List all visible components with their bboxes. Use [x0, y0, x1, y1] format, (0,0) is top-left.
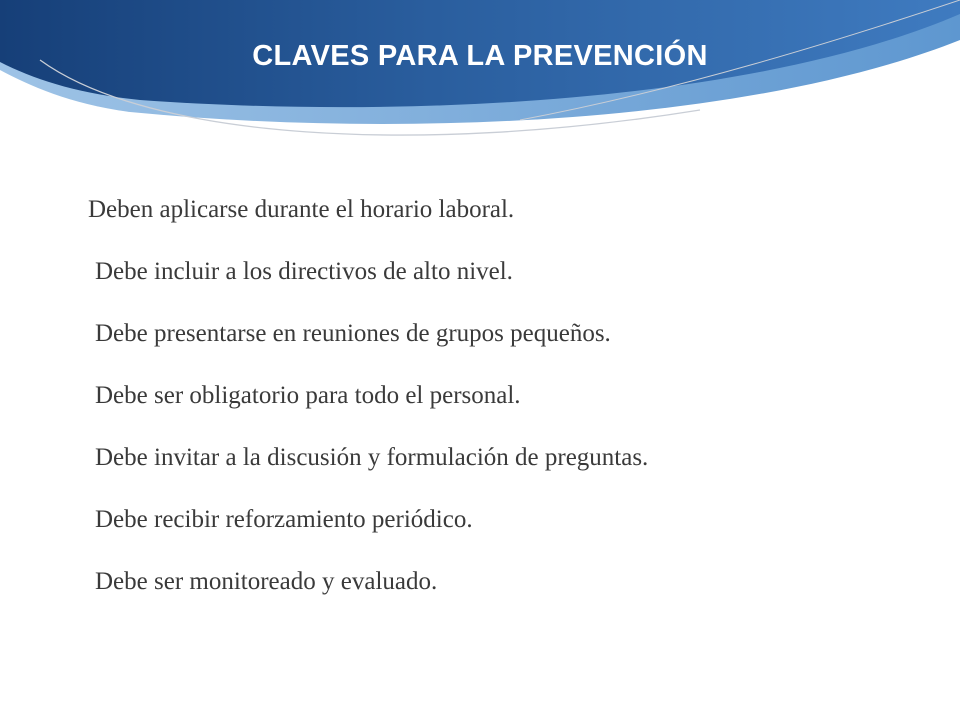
list-item: Debe invitar a la discusión y formulación de preguntas. [95, 444, 649, 471]
header-banner [0, 0, 960, 160]
list-item: Deben aplicarse durante el horario laboral. [88, 196, 515, 223]
slide-title: CLAVES PARA LA PREVENCIÓN [252, 40, 708, 72]
list-item: Debe ser obligatorio para todo el personal. [95, 382, 521, 409]
list-item: Debe ser monitoreado y evaluado. [95, 568, 438, 595]
bullet-list [0, 190, 960, 624]
list-item: Debe presentarse en reuniones de grupos pequeños. [95, 320, 611, 347]
list-item: Debe recibir reforzamiento periódico. [95, 506, 473, 533]
list-item: Debe incluir a los directivos de alto nivel. [95, 258, 513, 285]
